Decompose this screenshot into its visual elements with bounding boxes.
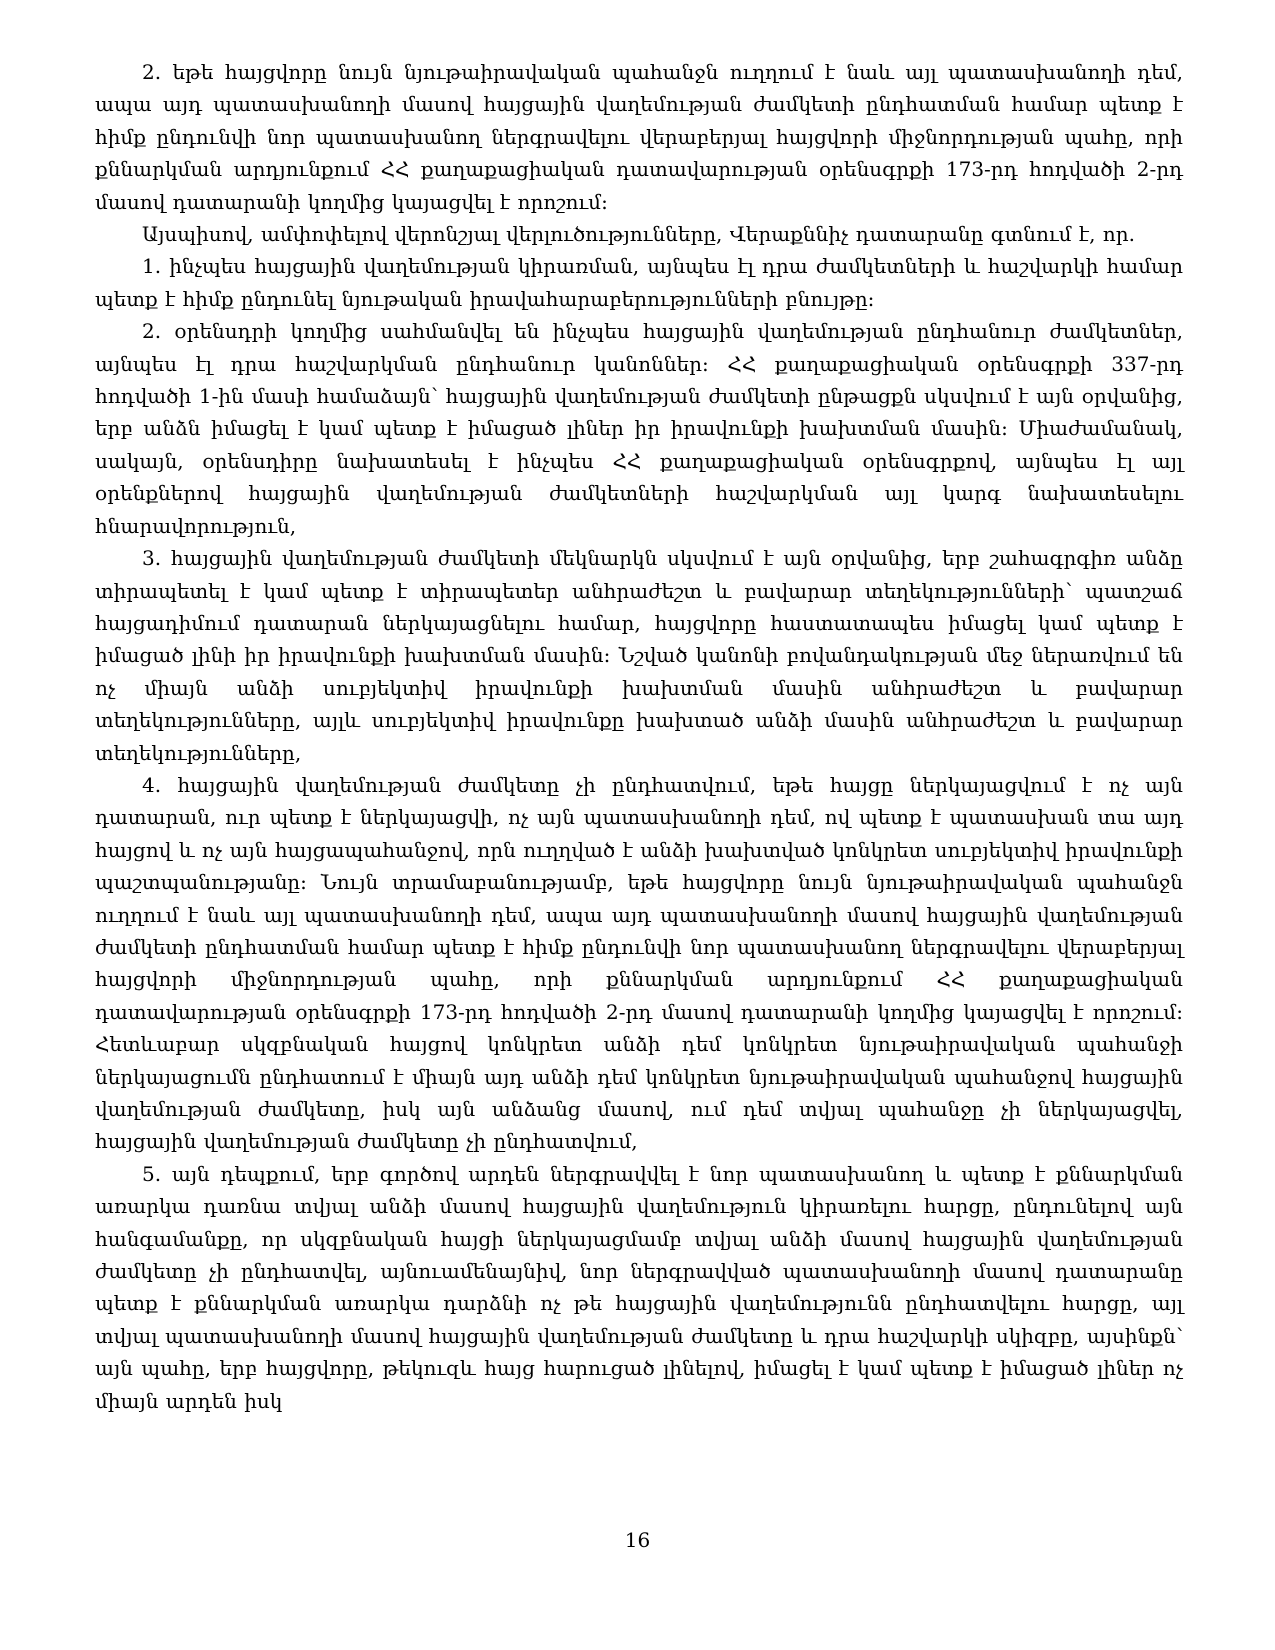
paragraph: 4. հայցային վաղեմության ժամկետը չի ընդհատվում, եթե հայցը ներկայացվում է ոչ այն դատարան, ուր պետք է ներկայացվի, ոչ այն պատասխանողի դեմ, ով պետք է պատասխան տա այդ հայցով և ոչ այն հայցապահանջով, որն ուղղված է անձի խախտված կոնկրետ սուբյեկտիվ իրավունքի պաշտպանությանը։ Նույն տրամաբանությամբ, եթե հայցվորը նույն նյութաիրավական պահանջն ուղղում է նաև այլ պատասխանողի դեմ, ապա այդ պատասխանողի մասով հայցային վաղեմության ժամկետի ընդհատման համար պետք է հիմք ընդունվի նոր պատասխանող ներգրավելու վերաբերյալ հայցվորի միջնորդության պահը, որի քննարկման արդյունքում ՀՀ քաղաքացիական դատավարության օրենսգրքի 173-րդ հոդվածի 2-րդ մասով դատարանի կողմից կայացվել է որոշում։ Հետևաբար սկզբնական հայցով կոնկրետ անձի դեմ կոնկրետ նյութաիրավական պահանջի ներկայացումն ընդհատում է միայն այդ անձի դեմ կոնկրետ նյութաիրավական պահանջով հայցային վաղեմության ժամկետը, իսկ այն անձանց մասով, ում դեմ տվյալ պահանջը չի ներկայացվել, հայցային վաղեմության ժամկետը չի ընդհատվում, bbox=[95, 772, 1183, 1154]
paragraph: Այսպիսով, ամփոփելով վերոնշյալ վերլուծությունները, Վերաքննիչ դատարանը գտնում է, որ. bbox=[142, 222, 1136, 247]
page-number: 16 bbox=[624, 1528, 651, 1552]
paragraph: 2. օրենսդրի կողմից սահմանվել են ինչպես հայցային վաղեմության ընդհանուր ժամկետներ, այնպես էլ դրա հաշվարկման ընդհանուր կանոններ։ ՀՀ քաղաքացիական օրենսգրքի 337-րդ հոդվածի 1-ին մասի համաձայն՝ հայցային վաղեմության ժամկետի ընթացքն սկսվում է այն օրվանից, երբ անձն իմացել է կամ պետք է իմացած լիներ իր իրավունքի խախտման մասին։ Միաժամանակ, սակայն, օրենսդիրը նախատեսել է ինչպես ՀՀ քաղաքացիական օրենսգրքով, այնպես էլ այլ օրենքներով հայցային վաղեմության ժամկետների հաշվարկման այլ կարգ նախատեսելու հնարավորություն, bbox=[95, 319, 1183, 538]
paragraph: 1. ինչպես հայցային վաղեմության կիրառման, այնպես էլ դրա ժամկետների և հաշվարկի համար պետք է հիմք ընդունել նյութական իրավահարաբերությունների բնույթը։ bbox=[95, 254, 1183, 311]
text-block bbox=[95, 56, 1183, 1417]
paragraph: 2. եթե հայցվորը նույն նյութաիրավական պահանջն ուղղում է նաև այլ պատասխանողի դեմ, ապա այդ պատասխանողի մասով հայցային վաղեմության ժամկետի ընդհատման համար պետք է հիմք ընդունվի նոր պատասխանող ներգրավելու վերաբերյալ հայցվորի միջնորդության պահը, որի քննարկման արդյունքում ՀՀ քաղաքացիական դատավարության օրենսգրքի 173-րդ հոդվածի 2-րդ մասով դատարանի կողմից կայացվել է որոշում։ bbox=[95, 60, 1183, 214]
paragraph: 3. հայցային վաղեմության ժամկետի մեկնարկն սկսվում է այն օրվանից, երբ շահագրգիռ անձը տիրապետել է կամ պետք է տիրապետեր անհրաժեշտ և բավարար տեղեկությունների՝ պատշաճ հայցադիմում դատարան ներկայացնելու համար, հայցվորը հաստատապես իմացել կամ պետք է իմացած լինի իր իրավունքի խախտման մասին։ Նշված կանոնի բովանդակության մեջ ներառվում են ոչ միայն անձի սուբյեկտիվ իրավունքի խախտման մասին անհրաժեշտ և բավարար տեղեկությունները, այլև սուբյեկտիվ իրավունքը խախտած անձի մասին անհրաժեշտ և բավարար տեղեկությունները, bbox=[95, 546, 1183, 765]
paragraph: 5. այն դեպքում, երբ գործով արդեն ներգրավվել է նոր պատասխանող և պետք է քննարկման առարկա դառնա տվյալ անձի մասով հայցային վաղեմություն կիրառելու հարցը, ընդունելով այն հանգամանքը, որ սկզբնական հայցի ներկայացմամբ տվյալ անձի մասով հայցային վաղեմության ժամկետը չի ընդհատվել, այնուամենայնիվ, նոր ներգրավված պատասխանողի մասով դատարանը պետք է քննարկման առարկա դարձնի ոչ թե հայցային վաղեմությունն ընդհատվելու հարցը, այլ տվյալ պատասխանողի մասով հայցային վաղեմության ժամկետը և դրա հաշվարկի սկիզբը, այսինքն՝ այն պահը, երբ հայցվորը, թեկուզև հայց հարուցած լինելով, իմացել է կամ պետք է իմացած լիներ ոչ միայն արդեն իսկ bbox=[95, 1161, 1183, 1413]
